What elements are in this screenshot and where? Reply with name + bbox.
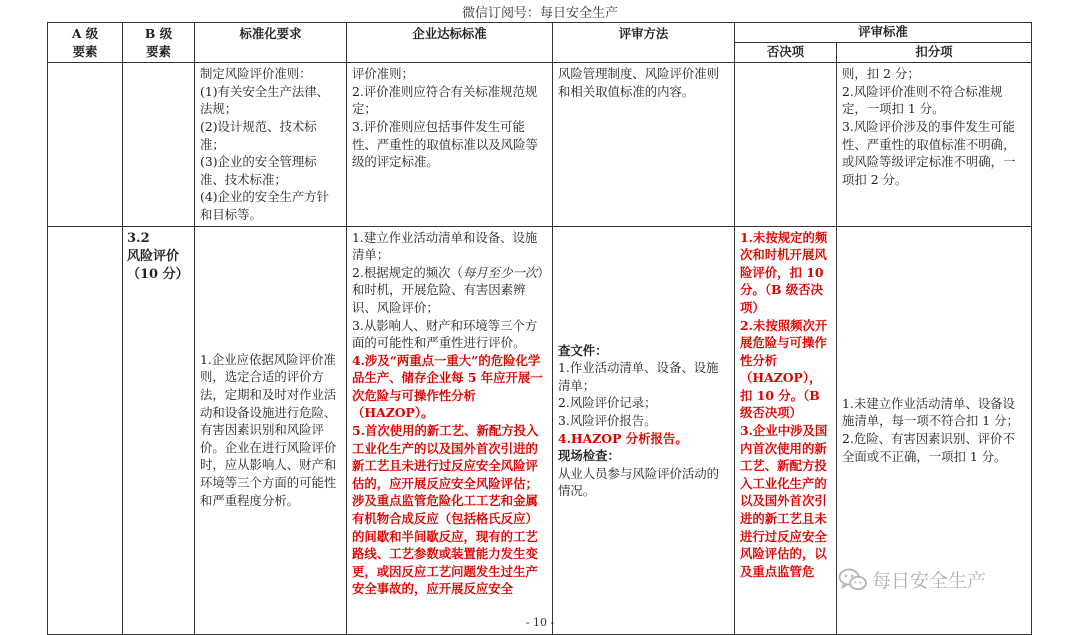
ent-item-5: 5.首次使用的新工艺、新配方投入工业化生产的以及国外首次引进的新工艺且未进行过反应安全风险评估的，应开展反应安全风险评估；涉及重点监管危险化工工艺和金属有机物合成反应（包括格氏反应）的间歇和半间歇反应，现有的工艺路线、工艺参数或装置能力发生变更，或因反应工艺问题发生过生产安全事故的，应开展反应安全: [352, 423, 539, 597]
ent-item-4: 4.涉及“两重点一重大”的危险化学品生产、储存企业每 5 年应开展一次危险与可操作性分析（HAZOP）。: [352, 352, 543, 421]
page-number: - 10 -: [525, 616, 555, 629]
ent-item-2-text-end: ）和时机，开展危险、有害因素辨识、风险评价；: [352, 264, 544, 315]
b-element-score: （10 分）: [127, 266, 189, 282]
cell-review-method: 风险管理制度、风险评价准则和相关取值标准的内容。: [553, 63, 735, 226]
method-item-5: 从业人员参与风险评价活动的情况。: [558, 465, 720, 499]
cell-veto: [735, 226, 837, 634]
ent-item-3: 3.从影响人、财产和环境等三个方面的可能性和严重性进行评价。: [352, 317, 538, 351]
veto-item-2: 2.未按照频次开展危险与可操作性分析（HAZOP），扣 10 分。（B 级否决项）: [740, 317, 828, 421]
cell-a-empty: [48, 226, 123, 634]
b-element-number: 3.2: [127, 230, 150, 246]
cell-standard-requirement: 1.企业应依据风险评价准则，选定合适的评价方法，定期和及时对作业活动和设备设施进行危险、有害因素识别和风险评价。企业在进行风险评价时，应从影响人、财产和环境等三个方面的可能性和严重程度分析。: [195, 226, 347, 634]
header-standard-requirement: 标准化要求: [195, 23, 347, 63]
cell-deduction: 1.未建立作业活动清单、设备设施清单，每一项不符合扣 1 分； 2.危险、有害因素识别、评价不全面或不正确，一项扣 1 分。: [837, 226, 1032, 634]
ent-item-2-frequency: 每月至少一次: [462, 264, 538, 280]
watermark-text: 每日安全生产: [872, 570, 987, 592]
method-heading-documents: 查文件：: [558, 342, 608, 358]
wechat-icon: [838, 567, 868, 593]
header-enterprise-standard: 企业达标标准: [347, 23, 553, 63]
header-review-criteria: 评审标准: [735, 23, 1032, 43]
cell-enterprise-standard: 评价准则； 2.评价准则应符合有关标准规范规定； 3.评价准则应包括事件发生可能性、严重性的取值标准以及风险等级的评定标准。: [347, 63, 553, 226]
veto-item-3: 3.企业中涉及国内首次使用的新工艺、新配方投入工业化生产的以及国外首次引进的新工艺且未进行过反应安全风险评估的，以及重点监管危: [740, 423, 828, 579]
ent-item-2-text: 2.根据规定的频次（: [352, 264, 463, 280]
method-item-1: 1.作业活动清单、设备、设施清单；: [558, 360, 719, 393]
cell-deduction: 则，扣 2 分； 2.风险评价准则不符合标准规定，一项扣 1 分。 3.风险评价涉及的事件发生可能性、严重性的取值标准不明确，或风险等级评定标准不明确，一项扣 2 分。: [837, 63, 1032, 226]
method-item-2: 2.风险评价记录；: [558, 395, 657, 411]
cell-b-element: [123, 226, 195, 634]
method-item-4: 4.HAZOP 分析报告。: [558, 430, 688, 446]
cell-veto: [735, 63, 837, 226]
header-review-method: 评审方法: [553, 23, 735, 63]
page-header: 微信订阅号：每日安全生产: [461, 6, 618, 21]
ent-item-2: [352, 264, 547, 317]
cell-enterprise-standard: [347, 226, 553, 634]
cell-a-empty: [48, 63, 123, 226]
veto-item-1: 1.未按规定的频次和时机开展风险评价，扣 10 分。（B 级否决项）: [740, 229, 828, 315]
header-veto-item: 否决项: [735, 43, 837, 63]
cell-review-method: [553, 226, 735, 634]
method-item-3: 3.风险评价报告。: [558, 412, 657, 428]
watermark: [838, 566, 986, 593]
table-row: [48, 63, 1032, 226]
ent-item-1: 1.建立作业活动清单和设备、设施清单；: [352, 229, 538, 263]
cell-standard-requirement: 制定风险评价准则： (1)有关安全生产法律、法规； (2)设计规范、技术标准； (3)企业的安全管理标准、技术标准； (4)企业的安全生产方针和目标等。: [195, 63, 347, 226]
evaluation-table: [47, 22, 1032, 635]
cell-b-empty: [123, 63, 195, 226]
header-a-element: A 级 要素: [48, 23, 123, 63]
header-b-element: B 级 要素: [123, 23, 195, 63]
b-element-title: 风险评价: [127, 248, 180, 264]
header-deduction-item: 扣分项: [837, 43, 1032, 63]
method-heading-site-check: 现场检查：: [558, 448, 620, 464]
